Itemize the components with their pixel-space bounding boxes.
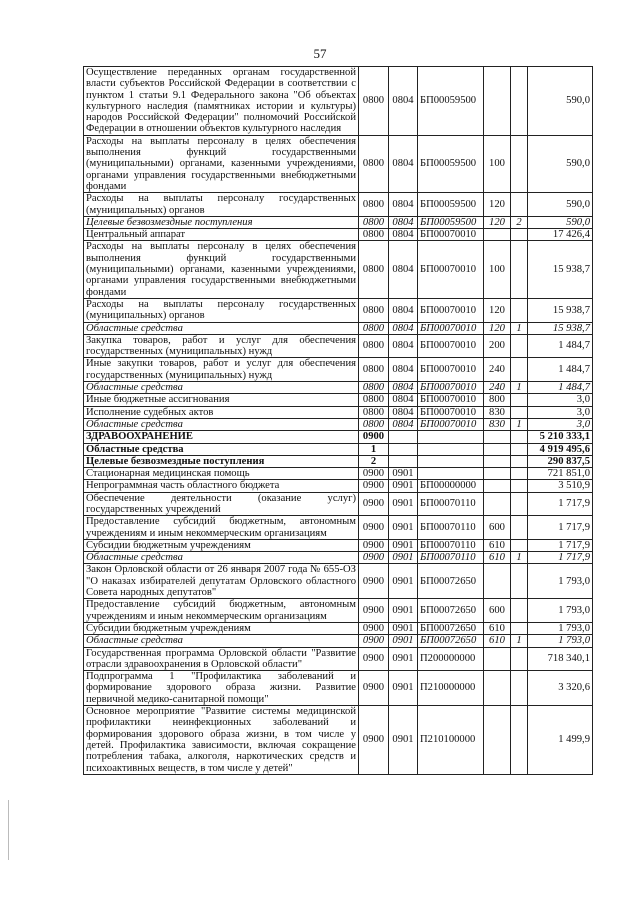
amount: 15 938,7 <box>528 241 593 298</box>
target-article-code: БП00059500 <box>418 193 484 217</box>
funding-source-code: 1 <box>511 322 528 334</box>
item-name: Иные закупки товаров, работ и услуг для обеспечения государственных (муниципальных) нужд <box>84 358 359 382</box>
expense-type-code: 800 <box>484 394 511 406</box>
table-row <box>84 394 593 406</box>
amount: 15 938,7 <box>528 298 593 322</box>
item-name: Расходы на выплаты персоналу государственных (муниципальных) органов <box>84 193 359 217</box>
expense-type-code: 600 <box>484 599 511 623</box>
amount: 1 793,0 <box>528 635 593 647</box>
item-name: Областные средства <box>84 443 359 455</box>
item-name: Целевые безвозмездные поступления <box>84 216 359 228</box>
amount: 3 320,6 <box>528 671 593 706</box>
funding-source-code <box>511 193 528 217</box>
amount: 4 919 495,6 <box>528 443 593 455</box>
section-code: 0800 <box>359 322 389 334</box>
subsection-code: 0804 <box>389 229 418 241</box>
subsection-code: 0901 <box>389 671 418 706</box>
table-row <box>84 552 593 564</box>
funding-source-code: 1 <box>511 552 528 564</box>
expense-type-code: 100 <box>484 241 511 298</box>
target-article-code: П210000000 <box>418 671 484 706</box>
amount: 590,0 <box>528 67 593 136</box>
item-name: Расходы на выплаты персоналу государственных (муниципальных) органов <box>84 298 359 322</box>
expense-type-code <box>484 67 511 136</box>
expense-type-code <box>484 431 511 443</box>
section-code: 0900 <box>359 492 389 516</box>
table-row <box>84 647 593 671</box>
section-code: 0800 <box>359 216 389 228</box>
item-name: Расходы на выплаты персоналу в целях обеспечения выполнения функций государственными (муниципальными) органами, казенными учреждениями, органами управления государственными внебюджетными фондами <box>84 135 359 192</box>
item-name: Предоставление субсидий бюджетным, автономным учреждениям и иным некоммерческим организациям <box>84 516 359 540</box>
amount: 3,0 <box>528 418 593 430</box>
target-article-code <box>418 431 484 443</box>
funding-source-code <box>511 480 528 492</box>
target-article-code <box>418 455 484 467</box>
funding-source-code: 1 <box>511 382 528 394</box>
expense-type-code: 610 <box>484 539 511 551</box>
section-code: 0800 <box>359 241 389 298</box>
item-name: Обеспечение деятельности (оказание услуг) государственных учреждений <box>84 492 359 516</box>
target-article-code: БП00070010 <box>418 334 484 358</box>
table-row <box>84 382 593 394</box>
item-name: Закупка товаров, работ и услуг для обеспечения государственных (муниципальных) нужд <box>84 334 359 358</box>
section-code: 0900 <box>359 647 389 671</box>
expense-type-code: 240 <box>484 358 511 382</box>
item-name: Субсидии бюджетным учреждениям <box>84 539 359 551</box>
section-code: 0900 <box>359 539 389 551</box>
funding-source-code <box>511 599 528 623</box>
subsection-code: 0901 <box>389 552 418 564</box>
subsection-code: 0804 <box>389 334 418 358</box>
amount: 1 717,9 <box>528 492 593 516</box>
expense-type-code <box>484 671 511 706</box>
funding-source-code <box>511 622 528 634</box>
expense-type-code <box>484 564 511 599</box>
subsection-code: 0804 <box>389 67 418 136</box>
subsection-code <box>389 443 418 455</box>
amount: 718 340,1 <box>528 647 593 671</box>
expense-type-code <box>484 480 511 492</box>
table-row <box>84 322 593 334</box>
funding-source-code <box>511 358 528 382</box>
table-row <box>84 622 593 634</box>
amount: 1 484,7 <box>528 358 593 382</box>
funding-source-code: 1 <box>511 418 528 430</box>
subsection-code: 0804 <box>389 418 418 430</box>
item-name: Подпрограмма 1 "Профилактика заболеваний и формирование здорового образа жизни. Развитие первичной медико-санитарной помощи" <box>84 671 359 706</box>
table-row <box>84 539 593 551</box>
subsection-code: 0804 <box>389 298 418 322</box>
amount: 1 484,7 <box>528 334 593 358</box>
table-row <box>84 492 593 516</box>
expense-type-code: 610 <box>484 622 511 634</box>
subsection-code: 0804 <box>389 406 418 418</box>
table-row <box>84 229 593 241</box>
funding-source-code <box>511 431 528 443</box>
section-code: 0800 <box>359 229 389 241</box>
target-article-code: БП00070010 <box>418 358 484 382</box>
target-article-code: БП00059500 <box>418 135 484 192</box>
item-name: Расходы на выплаты персоналу в целях обеспечения выполнения функций государственными (муниципальными) органами, казенными учреждениями, органами управления государственными внебюджетными фондами <box>84 241 359 298</box>
section-code: 0900 <box>359 431 389 443</box>
subsection-code: 0901 <box>389 599 418 623</box>
target-article-code: П200000000 <box>418 647 484 671</box>
target-article-code: БП00070010 <box>418 406 484 418</box>
subsection-code: 0804 <box>389 382 418 394</box>
target-article-code: БП00072650 <box>418 622 484 634</box>
subsection-code: 0901 <box>389 480 418 492</box>
table-row <box>84 241 593 298</box>
budget-table-body <box>84 67 593 775</box>
target-article-code: БП00070110 <box>418 516 484 540</box>
amount: 1 793,0 <box>528 564 593 599</box>
funding-source-code <box>511 647 528 671</box>
expense-type-code: 120 <box>484 322 511 334</box>
table-row <box>84 67 593 136</box>
subsection-code: 0901 <box>389 492 418 516</box>
section-code: 0900 <box>359 671 389 706</box>
funding-source-code <box>511 406 528 418</box>
subsection-code: 0901 <box>389 564 418 599</box>
funding-source-code <box>511 394 528 406</box>
target-article-code: БП00070010 <box>418 229 484 241</box>
subsection-code: 0901 <box>389 622 418 634</box>
expense-type-code <box>484 443 511 455</box>
subsection-code: 0901 <box>389 468 418 480</box>
amount: 3,0 <box>528 406 593 418</box>
amount: 590,0 <box>528 216 593 228</box>
section-code: 0900 <box>359 622 389 634</box>
funding-source-code <box>511 455 528 467</box>
section-code: 0900 <box>359 564 389 599</box>
subsection-code: 0901 <box>389 706 418 775</box>
table-row <box>84 468 593 480</box>
expense-type-code: 120 <box>484 193 511 217</box>
item-name: Областные средства <box>84 418 359 430</box>
target-article-code: БП00070110 <box>418 539 484 551</box>
expense-type-code: 600 <box>484 516 511 540</box>
target-article-code: БП00070110 <box>418 492 484 516</box>
amount: 3,0 <box>528 394 593 406</box>
expense-type-code: 610 <box>484 552 511 564</box>
expense-type-code <box>484 492 511 516</box>
target-article-code: БП00072650 <box>418 599 484 623</box>
item-name: Областные средства <box>84 635 359 647</box>
funding-source-code <box>511 443 528 455</box>
table-row <box>84 135 593 192</box>
section-code: 1 <box>359 443 389 455</box>
table-row <box>84 635 593 647</box>
amount: 1 793,0 <box>528 622 593 634</box>
amount: 1 717,9 <box>528 552 593 564</box>
amount: 17 426,4 <box>528 229 593 241</box>
target-article-code: БП00070010 <box>418 298 484 322</box>
expense-type-code: 610 <box>484 635 511 647</box>
funding-source-code: 2 <box>511 216 528 228</box>
funding-source-code <box>511 671 528 706</box>
expense-type-code <box>484 468 511 480</box>
funding-source-code <box>511 229 528 241</box>
subsection-code: 0901 <box>389 635 418 647</box>
table-row <box>84 455 593 467</box>
section-code: 0800 <box>359 135 389 192</box>
funding-source-code <box>511 67 528 136</box>
table-row <box>84 418 593 430</box>
amount: 5 210 333,1 <box>528 431 593 443</box>
section-code: 0900 <box>359 635 389 647</box>
expense-type-code <box>484 455 511 467</box>
subsection-code: 0804 <box>389 358 418 382</box>
amount: 15 938,7 <box>528 322 593 334</box>
item-name: Непрограммная часть областного бюджета <box>84 480 359 492</box>
table-row <box>84 193 593 217</box>
target-article-code: БП00070010 <box>418 241 484 298</box>
subsection-code: 0804 <box>389 394 418 406</box>
section-code: 0800 <box>359 418 389 430</box>
section-code: 0800 <box>359 358 389 382</box>
target-article-code <box>418 468 484 480</box>
expense-type-code: 100 <box>484 135 511 192</box>
funding-source-code <box>511 468 528 480</box>
target-article-code: БП00059500 <box>418 67 484 136</box>
target-article-code: БП00070010 <box>418 382 484 394</box>
section-code: 0800 <box>359 394 389 406</box>
item-name: Субсидии бюджетным учреждениям <box>84 622 359 634</box>
expense-type-code <box>484 706 511 775</box>
subsection-code: 0804 <box>389 322 418 334</box>
table-row <box>84 334 593 358</box>
item-name: Центральный аппарат <box>84 229 359 241</box>
section-code: 0800 <box>359 406 389 418</box>
funding-source-code <box>511 298 528 322</box>
item-name: Осуществление переданных органам государственной власти субъектов Российской Федерации в соответствии с пунктом 1 статьи 9.1 Федерального закона "Об объектах культурного наследия (памятниках истории и культуры) народов Российской Федерации" полномочий Российской Федерации в отношении объектов культурного наследия <box>84 67 359 136</box>
subsection-code: 0901 <box>389 516 418 540</box>
expense-type-code: 120 <box>484 298 511 322</box>
amount: 590,0 <box>528 193 593 217</box>
subsection-code: 0804 <box>389 135 418 192</box>
section-code: 0800 <box>359 298 389 322</box>
funding-source-code <box>511 334 528 358</box>
section-code: 0900 <box>359 552 389 564</box>
target-article-code: П210100000 <box>418 706 484 775</box>
subsection-code <box>389 431 418 443</box>
table-row <box>84 480 593 492</box>
scan-margin-line <box>8 800 9 860</box>
table-row <box>84 564 593 599</box>
funding-source-code <box>511 564 528 599</box>
target-article-code: БП00000000 <box>418 480 484 492</box>
item-name: Областные средства <box>84 322 359 334</box>
table-row <box>84 406 593 418</box>
budget-table <box>83 66 593 775</box>
item-name: Иные бюджетные ассигнования <box>84 394 359 406</box>
expense-type-code <box>484 647 511 671</box>
target-article-code: БП00072650 <box>418 564 484 599</box>
section-code: 0800 <box>359 67 389 136</box>
section-code: 0900 <box>359 480 389 492</box>
amount: 1 717,9 <box>528 516 593 540</box>
subsection-code: 0901 <box>389 539 418 551</box>
section-code: 0800 <box>359 382 389 394</box>
table-row <box>84 706 593 775</box>
subsection-code <box>389 455 418 467</box>
section-code: 0900 <box>359 468 389 480</box>
funding-source-code: 1 <box>511 635 528 647</box>
target-article-code: БП00070110 <box>418 552 484 564</box>
table-row <box>84 671 593 706</box>
funding-source-code <box>511 539 528 551</box>
table-row <box>84 298 593 322</box>
amount: 1 793,0 <box>528 599 593 623</box>
target-article-code: БП00070010 <box>418 418 484 430</box>
amount: 1 484,7 <box>528 382 593 394</box>
item-name: Закон Орловской области от 26 января 2007 года № 655-ОЗ "О наказах избирателей депутатам Орловского областного Совета народных депутатов" <box>84 564 359 599</box>
amount: 1 499,9 <box>528 706 593 775</box>
table-row <box>84 431 593 443</box>
amount: 3 510,9 <box>528 480 593 492</box>
target-article-code: БП00070010 <box>418 322 484 334</box>
expense-type-code: 830 <box>484 418 511 430</box>
section-code: 2 <box>359 455 389 467</box>
subsection-code: 0804 <box>389 241 418 298</box>
item-name: Предоставление субсидий бюджетным, автономным учреждениям и иным некоммерческим организациям <box>84 599 359 623</box>
page-number: 57 <box>313 46 327 61</box>
section-code: 0900 <box>359 516 389 540</box>
table-row <box>84 443 593 455</box>
funding-source-code <box>511 492 528 516</box>
section-code: 0900 <box>359 599 389 623</box>
subsection-code: 0804 <box>389 216 418 228</box>
item-name: Стационарная медицинская помощь <box>84 468 359 480</box>
expense-type-code: 830 <box>484 406 511 418</box>
item-name: Областные средства <box>84 382 359 394</box>
target-article-code: БП00059500 <box>418 216 484 228</box>
funding-source-code <box>511 135 528 192</box>
subsection-code: 0804 <box>389 193 418 217</box>
amount: 1 717,9 <box>528 539 593 551</box>
table-row <box>84 516 593 540</box>
target-article-code <box>418 443 484 455</box>
item-name: ЗДРАВООХРАНЕНИЕ <box>84 431 359 443</box>
item-name: Основное мероприятие "Развитие системы медицинской профилактики неинфекционных заболеваний и формирования здорового образа жизни, в том числе у детей. Профилактика зависимости, включая сокращение потребления табака, алкоголя, наркотических средств и психоактивных веществ, в том числе у детей" <box>84 706 359 775</box>
amount: 721 851,0 <box>528 468 593 480</box>
table-row <box>84 358 593 382</box>
item-name: Государственная программа Орловской области "Развитие отрасли здравоохранения в Орловской области" <box>84 647 359 671</box>
funding-source-code <box>511 516 528 540</box>
item-name: Целевые безвозмездные поступления <box>84 455 359 467</box>
expense-type-code: 120 <box>484 216 511 228</box>
expense-type-code: 240 <box>484 382 511 394</box>
funding-source-code <box>511 241 528 298</box>
target-article-code: БП00070010 <box>418 394 484 406</box>
amount: 590,0 <box>528 135 593 192</box>
section-code: 0800 <box>359 193 389 217</box>
section-code: 0800 <box>359 334 389 358</box>
table-row <box>84 216 593 228</box>
expense-type-code <box>484 229 511 241</box>
item-name: Исполнение судебных актов <box>84 406 359 418</box>
funding-source-code <box>511 706 528 775</box>
expense-type-code: 200 <box>484 334 511 358</box>
target-article-code: БП00072650 <box>418 635 484 647</box>
section-code: 0900 <box>359 706 389 775</box>
subsection-code: 0901 <box>389 647 418 671</box>
amount: 290 837,5 <box>528 455 593 467</box>
table-row <box>84 599 593 623</box>
item-name: Областные средства <box>84 552 359 564</box>
